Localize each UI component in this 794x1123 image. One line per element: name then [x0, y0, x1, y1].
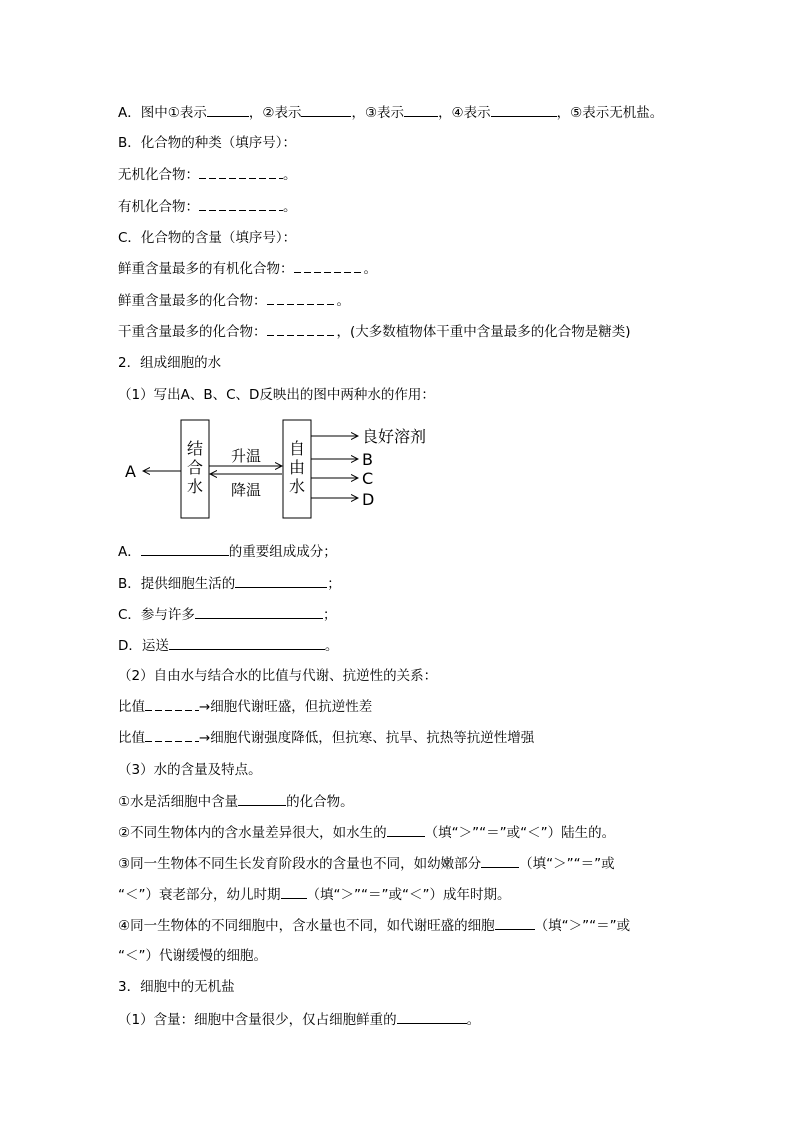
blank-point-1[interactable] [238, 792, 286, 806]
bound-water-char-2: 合 [186, 458, 204, 477]
line-ratio-2: 比值 →细胞代谢强度降低，但抗寒、抗旱、抗热等抗逆性增强 [118, 730, 535, 746]
blank-3[interactable] [404, 103, 438, 117]
free-water-char-1: 自 [288, 439, 306, 458]
line-point-1: ①水是活细胞中含量 的化合物。 [118, 794, 354, 810]
line-ratio-1: 比值 →细胞代谢旺盛，但抗逆性差 [118, 699, 373, 715]
blank-2[interactable] [301, 103, 351, 117]
label-d: D [362, 490, 375, 509]
heading-c: C．化合物的含量（填序号）： [118, 230, 297, 246]
water-diagram [118, 416, 448, 524]
line-answer-d: D．运送 。 [118, 638, 339, 654]
free-water-char-3: 水 [288, 477, 306, 496]
heading-water: 2．组成细胞的水 [118, 355, 222, 371]
blank-ratio-2[interactable] [145, 729, 199, 742]
blank-1[interactable] [207, 103, 249, 117]
line-point-4-cont: “＜”）代谢缓慢的细胞。 [118, 948, 267, 964]
label-good-solvent: 良好溶剂 [362, 427, 427, 446]
line-point-3: ③同一生物体不同生长发育阶段水的含量也不同，如幼嫩部分 （填“＞”“＝”或 [118, 856, 615, 872]
line-answer-b: B．提供细胞生活的 ； [118, 576, 341, 592]
line-answer-a: A． 的重要组成成分； [118, 544, 337, 560]
blank-ratio-1[interactable] [145, 698, 199, 711]
line-dry: 干重含量最多的化合物： ，(大多数植物体干重中含量最多的化合物是糖类) [118, 324, 631, 340]
question-1: （1）写出A、B、C、D反映出的图中两种水的作用： [118, 387, 435, 403]
line-fresh-all: 鲜重含量最多的化合物： 。 [118, 293, 350, 309]
blank-answer-a[interactable] [141, 542, 229, 556]
label-b: B [362, 450, 373, 469]
blank-fresh-all[interactable] [267, 292, 337, 305]
blank-fresh-organic[interactable] [294, 260, 364, 273]
heading-b: B．化合物的种类（填序号）： [118, 135, 297, 151]
line-point-3-cont: “＜”）衰老部分，幼儿时期 （填“＞”“＝”或“＜”）成年时期。 [118, 887, 511, 903]
blank-point-2[interactable] [387, 823, 425, 837]
blank-point-3a[interactable] [481, 854, 519, 868]
label-a: A [125, 462, 136, 481]
line-fresh-organic: 鲜重含量最多的有机化合物： 。 [118, 261, 377, 277]
heading-salt: 3．细胞中的无机盐 [118, 979, 235, 995]
line-point-2: ②不同生物体内的含水量差异很大，如水生的 （填“＞”“＝”或“＜”）陆生的。 [118, 825, 616, 841]
heat-label: 升温 [230, 447, 262, 465]
blank-salt[interactable] [397, 1010, 467, 1024]
blank-organic[interactable] [199, 198, 283, 211]
free-water-char-2: 由 [288, 458, 306, 477]
line-point-4: ④同一生物体的不同细胞中，含水量也不同，如代谢旺盛的细胞 （填“＞”“＝”或 [118, 918, 631, 934]
blank-answer-c[interactable] [195, 605, 323, 619]
cool-label: 降温 [230, 481, 262, 499]
blank-point-3b[interactable] [281, 885, 307, 899]
blank-4[interactable] [491, 103, 557, 117]
line-inorganic: 无机化合物： 。 [118, 167, 297, 183]
line-organic: 有机化合物： 。 [118, 199, 297, 215]
blank-answer-b[interactable] [235, 574, 327, 588]
line-salt-content: （1）含量：细胞中含量很少，仅占细胞鲜重的 。 [118, 1012, 481, 1028]
line-answer-c: C．参与许多 ； [118, 607, 337, 623]
label-c: C [362, 469, 374, 488]
blank-dry[interactable] [267, 323, 337, 336]
blank-point-4[interactable] [495, 916, 535, 930]
question-3: （3）水的含量及特点。 [118, 762, 262, 778]
question-2: （2）自由水与结合水的比值与代谢、抗逆性的关系： [118, 668, 438, 684]
bound-water-char-3: 水 [186, 477, 204, 496]
bound-water-char-1: 结 [186, 439, 204, 458]
blank-answer-d[interactable] [169, 636, 325, 650]
blank-inorganic[interactable] [199, 166, 283, 179]
line-a-items: A．图中①表示 ，②表示 ，③表示 ，④表示 ，⑤表示无机盐。 [118, 105, 664, 121]
